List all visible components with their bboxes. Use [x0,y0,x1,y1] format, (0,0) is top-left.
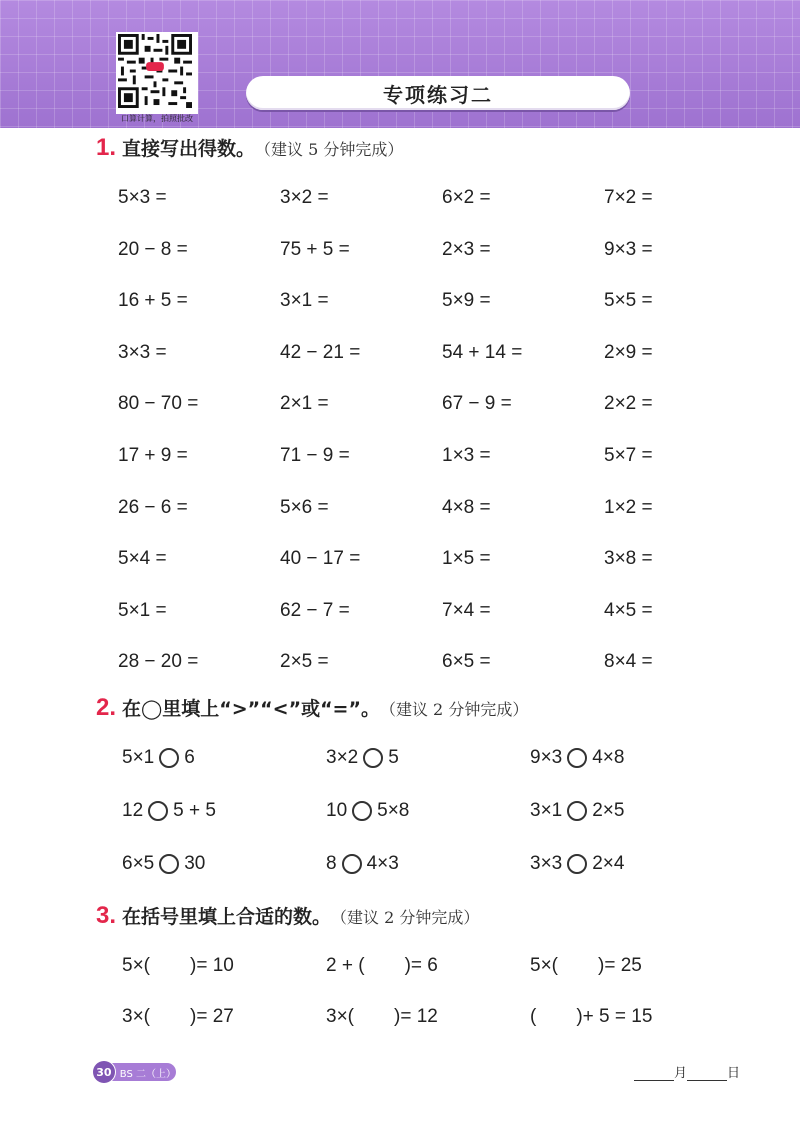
answer-circle[interactable] [159,854,179,874]
comparison-item [326,738,530,778]
problem: 4×8 = [442,496,491,518]
left-operand: 3×3 [530,853,563,874]
fill-left: 2 + ( [326,955,365,976]
fill-left: 5×( [122,955,150,976]
problem: 26 − 6 = [118,496,188,518]
fill-right: )= 27 [190,1006,234,1027]
problem: 54 + 14 = [442,341,523,363]
problem: 7×4 = [442,599,491,621]
problem: 5×6 = [280,496,329,518]
problem: 2×9 = [604,341,653,363]
right-operand: 6 [184,747,195,768]
problem: 40 − 17 = [280,548,361,570]
comparison-item [122,738,326,778]
problem: 9×3 = [604,238,653,260]
left-operand: 3×1 [530,800,563,821]
answer-circle[interactable] [159,748,179,768]
fill-item [326,946,530,986]
problem: 1×3 = [442,444,491,466]
fill-item [326,997,530,1037]
date-field [634,1062,740,1081]
fill-item [530,997,722,1037]
problem: 5×4 = [118,548,167,570]
right-operand: 5 [388,747,399,768]
fill-item [530,946,722,986]
answer-circle[interactable] [363,748,383,768]
problem: 6×5 = [442,651,491,673]
answer-circle[interactable] [567,748,587,768]
comparison-item [326,791,530,831]
left-operand: 8 [326,853,337,874]
section-3-hint: （建议 2 分钟完成） [331,908,480,927]
problem: 2×5 = [280,651,329,673]
answer-circle[interactable] [567,801,587,821]
comparison-item [122,791,326,831]
section-3-fill-blanks [122,946,722,1048]
answer-circle[interactable] [352,801,372,821]
problem: 20 − 8 = [118,238,188,260]
comparison-item [122,844,326,884]
problem: 2×2 = [604,393,653,415]
left-operand: 10 [326,800,348,821]
problem: 3×8 = [604,548,653,570]
qr-caption: 口算计算，拍照批改 [121,114,193,123]
problem: 4×5 = [604,599,653,621]
month-blank[interactable] [634,1066,674,1081]
fill-right: )= 25 [598,955,642,976]
right-operand: 5 + 5 [173,800,216,821]
fill-left: 3×( [326,1006,354,1027]
page-number: 30 [92,1060,116,1084]
problem: 8×4 = [604,651,653,673]
left-operand: 6×5 [122,853,155,874]
problem: 62 − 7 = [280,599,350,621]
problem: 5×1 = [118,599,167,621]
problem: 3×1 = [280,290,329,312]
comparison-item [530,791,722,831]
problem: 80 − 70 = [118,393,199,415]
problem: 6×2 = [442,187,491,208]
comparison-item [326,844,530,884]
section-1-number: 1. [96,134,117,161]
problem: 75 + 5 = [280,238,350,260]
problem: 16 + 5 = [118,290,188,312]
problem: 1×2 = [604,496,653,518]
month-label: 月 [674,1066,688,1081]
section-3-number: 3. [96,902,117,929]
fill-right: )= 10 [190,955,234,976]
fill-item [122,997,326,1037]
fill-right: )= 12 [394,1006,438,1027]
right-operand: 30 [184,853,206,874]
fill-left: 5×( [530,955,558,976]
right-operand: 2×4 [592,853,625,874]
left-operand: 3×2 [326,747,359,768]
problem: 3×2 = [280,187,329,208]
problem: 5×3 = [118,187,167,208]
problem: 5×7 = [604,444,653,466]
right-operand: 4×3 [366,853,399,874]
right-operand: 4×8 [592,747,625,768]
right-operand: 5×8 [377,800,410,821]
section-2-hint: （建议 2 分钟完成） [379,700,529,719]
page-title: 专项练习二 [246,76,630,110]
problem: 2×3 = [442,238,491,260]
problem: 28 − 20 = [118,651,199,673]
section-1-heading [96,134,403,162]
section-1-title: 直接写出得数。 [122,138,256,160]
section-3-heading [96,902,479,930]
problem: 71 − 9 = [280,444,350,466]
left-operand: 12 [122,800,144,821]
left-operand: 9×3 [530,747,563,768]
problem: 3×3 = [118,341,167,363]
answer-circle[interactable] [342,854,362,874]
problem: 2×1 = [280,393,329,415]
qr-code-icon [118,34,192,108]
section-2-comparisons [122,738,722,897]
footer-badge [96,1063,176,1081]
problem: 42 − 21 = [280,341,361,363]
comparison-item [530,844,722,884]
section-2-heading [96,694,528,722]
edition-label: BS 二（上） [119,1068,176,1080]
section-2-number: 2. [96,694,117,721]
fill-item [122,946,326,986]
problem: 67 − 9 = [442,393,512,415]
section-1-problems [118,178,718,694]
answer-circle[interactable] [567,854,587,874]
problem: 1×5 = [442,548,491,570]
problem: 5×9 = [442,290,491,312]
section-1-hint: （建议 5 分钟完成） [255,140,404,159]
left-operand: 5×1 [122,747,155,768]
fill-right: )= 6 [404,955,438,976]
day-label: 日 [727,1066,741,1081]
problem: 17 + 9 = [118,444,188,466]
problem: 5×5 = [604,290,653,312]
fill-right: )+ 5 = 15 [576,1006,653,1027]
day-blank[interactable] [687,1066,727,1081]
answer-circle[interactable] [148,801,168,821]
qr-code[interactable] [116,32,198,114]
problem: 7×2 = [604,187,653,208]
comparison-item [530,738,722,778]
section-2-title: 在◯里填上“>”“<”或“=”。 [122,698,380,720]
right-operand: 2×5 [592,800,625,821]
section-3-title: 在括号里填上合适的数。 [122,906,332,928]
header-band [0,0,800,128]
fill-left: 3×( [122,1006,150,1027]
fill-left: ( [530,1006,537,1027]
